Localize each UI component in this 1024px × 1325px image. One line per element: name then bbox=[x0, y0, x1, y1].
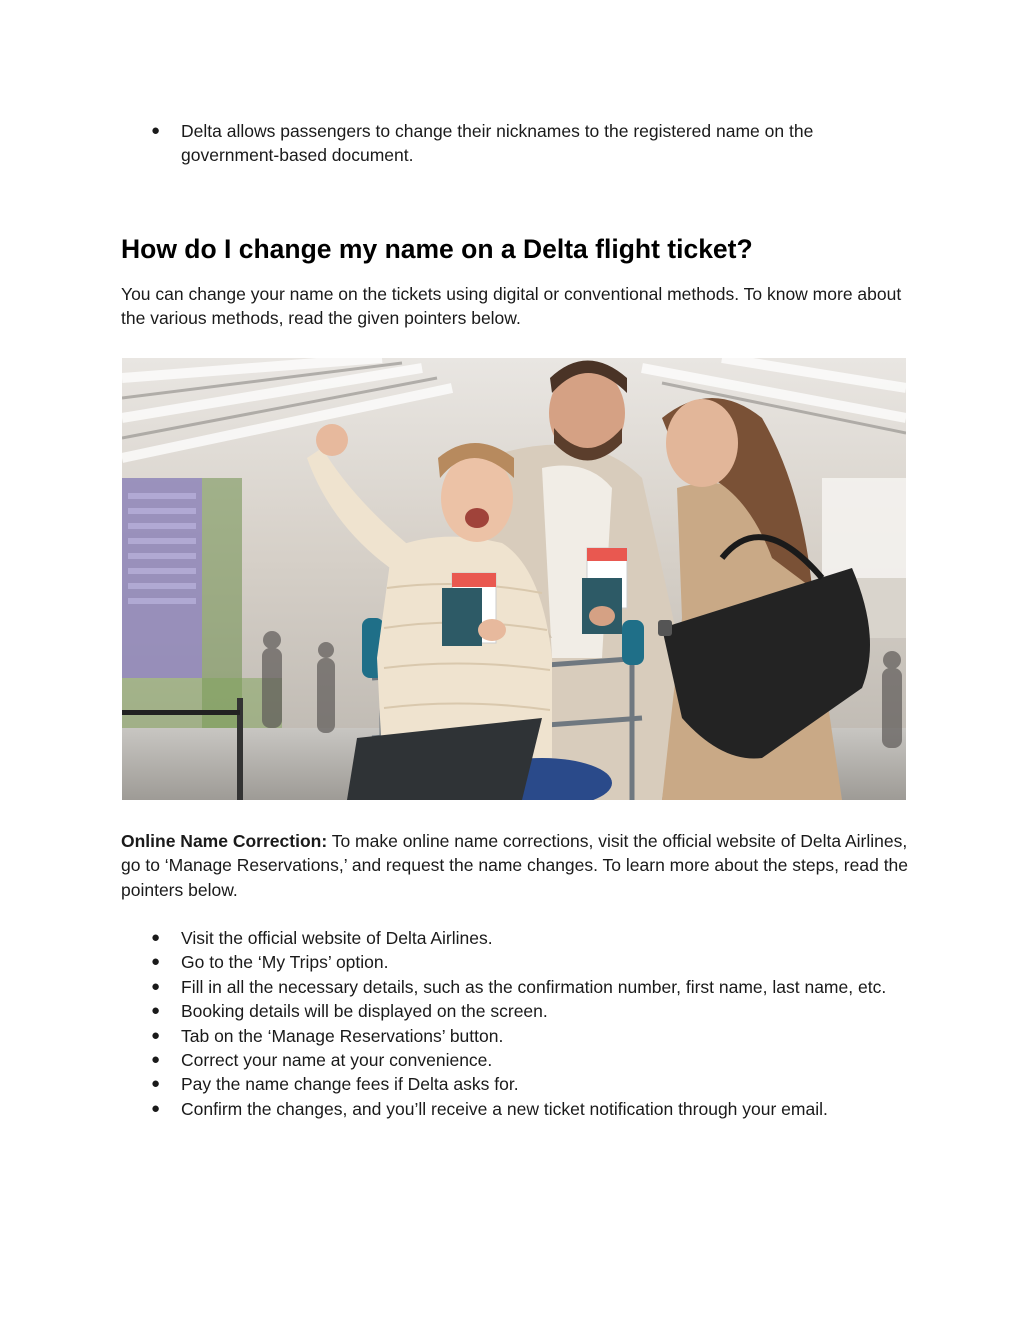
list-item-text: Pay the name change fees if Delta asks for. bbox=[181, 1074, 519, 1095]
top-bullet-list bbox=[121, 119, 901, 168]
section-heading: How do I change my name on a Delta flight ticket? bbox=[121, 234, 753, 264]
list-item bbox=[121, 999, 911, 1023]
list-item-text: Delta allows passengers to change their nicknames to the registered name on the government-based document. bbox=[181, 121, 814, 166]
steps-list bbox=[121, 926, 911, 1121]
bullet-icon: ● bbox=[151, 1075, 161, 1093]
bullet-icon: ● bbox=[151, 953, 161, 971]
list-item-text: Confirm the changes, and you’ll receive a new ticket notification through your email. bbox=[181, 1098, 828, 1119]
list-item bbox=[121, 950, 911, 974]
list-item-text: Fill in all the necessary details, such as the confirmation number, first name, last name, etc. bbox=[181, 976, 887, 997]
list-item bbox=[121, 975, 911, 999]
online-correction-label: Online Name Correction: bbox=[121, 831, 328, 851]
intro-paragraph: You can change your name on the tickets using digital or conventional methods. To know more about the various methods, read the given pointers below. bbox=[121, 284, 902, 329]
bullet-icon: ● bbox=[151, 977, 161, 995]
list-item bbox=[121, 119, 901, 168]
list-item-text: Visit the official website of Delta Airlines. bbox=[181, 928, 493, 948]
list-item-text: Tab on the ‘Manage Reservations’ button. bbox=[181, 1025, 504, 1046]
list-item-text: Go to the ‘My Trips’ option. bbox=[181, 952, 389, 973]
list-item bbox=[121, 1097, 911, 1121]
list-item bbox=[121, 926, 911, 950]
bullet-icon: ● bbox=[151, 122, 161, 139]
bullet-icon: ● bbox=[151, 1051, 161, 1069]
list-item bbox=[121, 1072, 911, 1096]
list-item-text: Booking details will be displayed on the screen. bbox=[181, 1001, 548, 1022]
bullet-icon: ● bbox=[151, 929, 161, 946]
list-item bbox=[121, 1024, 911, 1048]
bullet-icon: ● bbox=[151, 1099, 161, 1117]
bullet-icon: ● bbox=[151, 1026, 161, 1044]
family-airport-photo bbox=[122, 358, 906, 800]
online-correction-text: To make online name corrections, visit the official website of Delta Airlines, go to ‘Manage Reservations,’ and request the name changes. To learn more about the steps, read the pointers below. bbox=[121, 831, 909, 900]
online-correction-paragraph bbox=[121, 829, 911, 902]
list-item-text: Correct your name at your convenience. bbox=[181, 1050, 493, 1071]
list-item bbox=[121, 1048, 911, 1072]
bullet-icon: ● bbox=[151, 1002, 161, 1020]
